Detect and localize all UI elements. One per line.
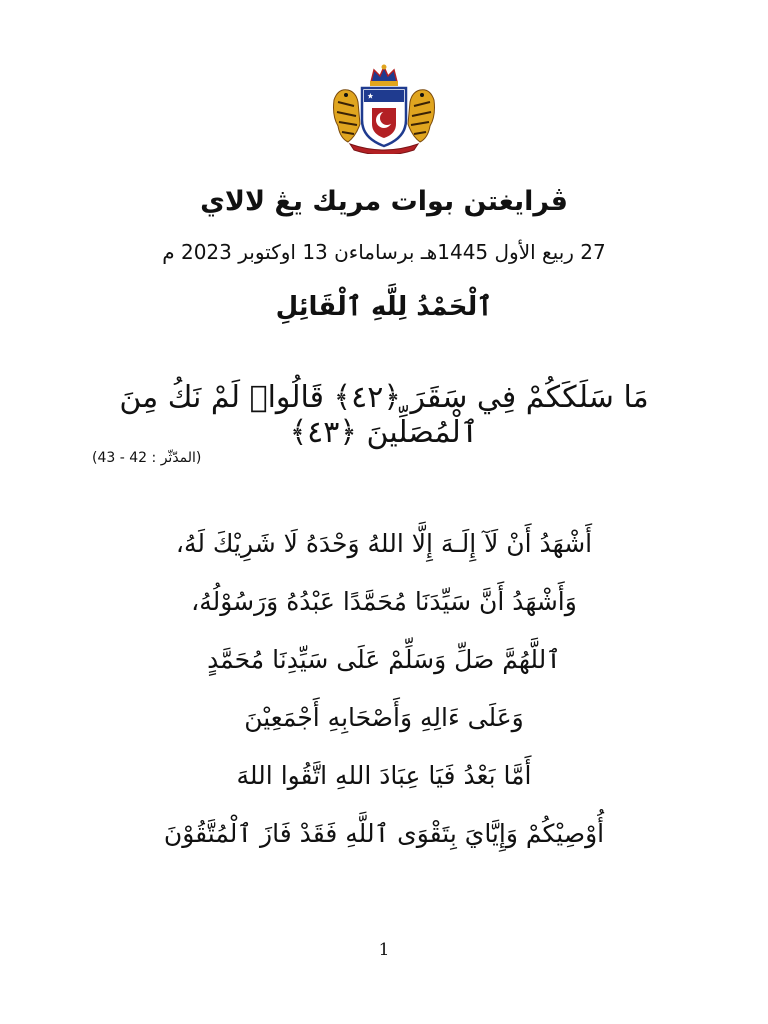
quran-verse: مَا سَلَكَكُمْ فِي سَقَرَ ﴿٤٢﴾ قَالُوا۟ لَمْ نَكُ مِنَ ٱلْمُصَلِّينَ ﴿٤٣﴾ — [119, 380, 649, 450]
text-line: أَمَّا بَعْدُ فَيَا عِبَادَ اللهِ اتَّقُوا اللهَ — [236, 761, 532, 790]
page-title: ڤرايغتن بوات مريك يڠ لالاي — [200, 186, 568, 217]
text-line: أَشْهَدُ أَنْ لَآ إِلَـهَ إِلَّا اللهُ وَحْدَهُ لَا شَرِيْكَ لَهُ، — [175, 529, 593, 558]
verse-reference: (المدّثّر : 42 - 43) — [92, 450, 202, 466]
text-line: وَعَلَى ءَالِهِ وَأَصْحَابِهِ أَجْمَعِيْنَ — [244, 703, 524, 732]
opening-hamd: ٱلْحَمْدُ لِلَّهِ ٱلْقَائِلِ — [275, 292, 493, 322]
page-number: 1 — [378, 940, 390, 960]
opening-supplication — [0, 515, 768, 863]
text-line: ٱللَّهُمَّ صَلِّ وَسَلِّمْ عَلَى سَيِّدِنَا مُحَمَّدٍ — [207, 645, 561, 674]
date-line: 27 ربيع الأول 1445هـ برساماءن 13 اوكتوبر 2023 م — [162, 240, 606, 264]
text-line: وَأَشْهَدُ أَنَّ سَيِّدَنَا مُحَمَّدًا عَبْدُهُ وَرَسُوْلُهُ، — [191, 587, 577, 616]
state-crest-icon — [324, 62, 444, 154]
text-line: أُوْصِيْكُمْ وَإِيَّايَ بِتَقْوَى ٱللَّهِ فَقَدْ فَازَ ٱلْمُتَّقُوْنَ — [163, 819, 605, 848]
